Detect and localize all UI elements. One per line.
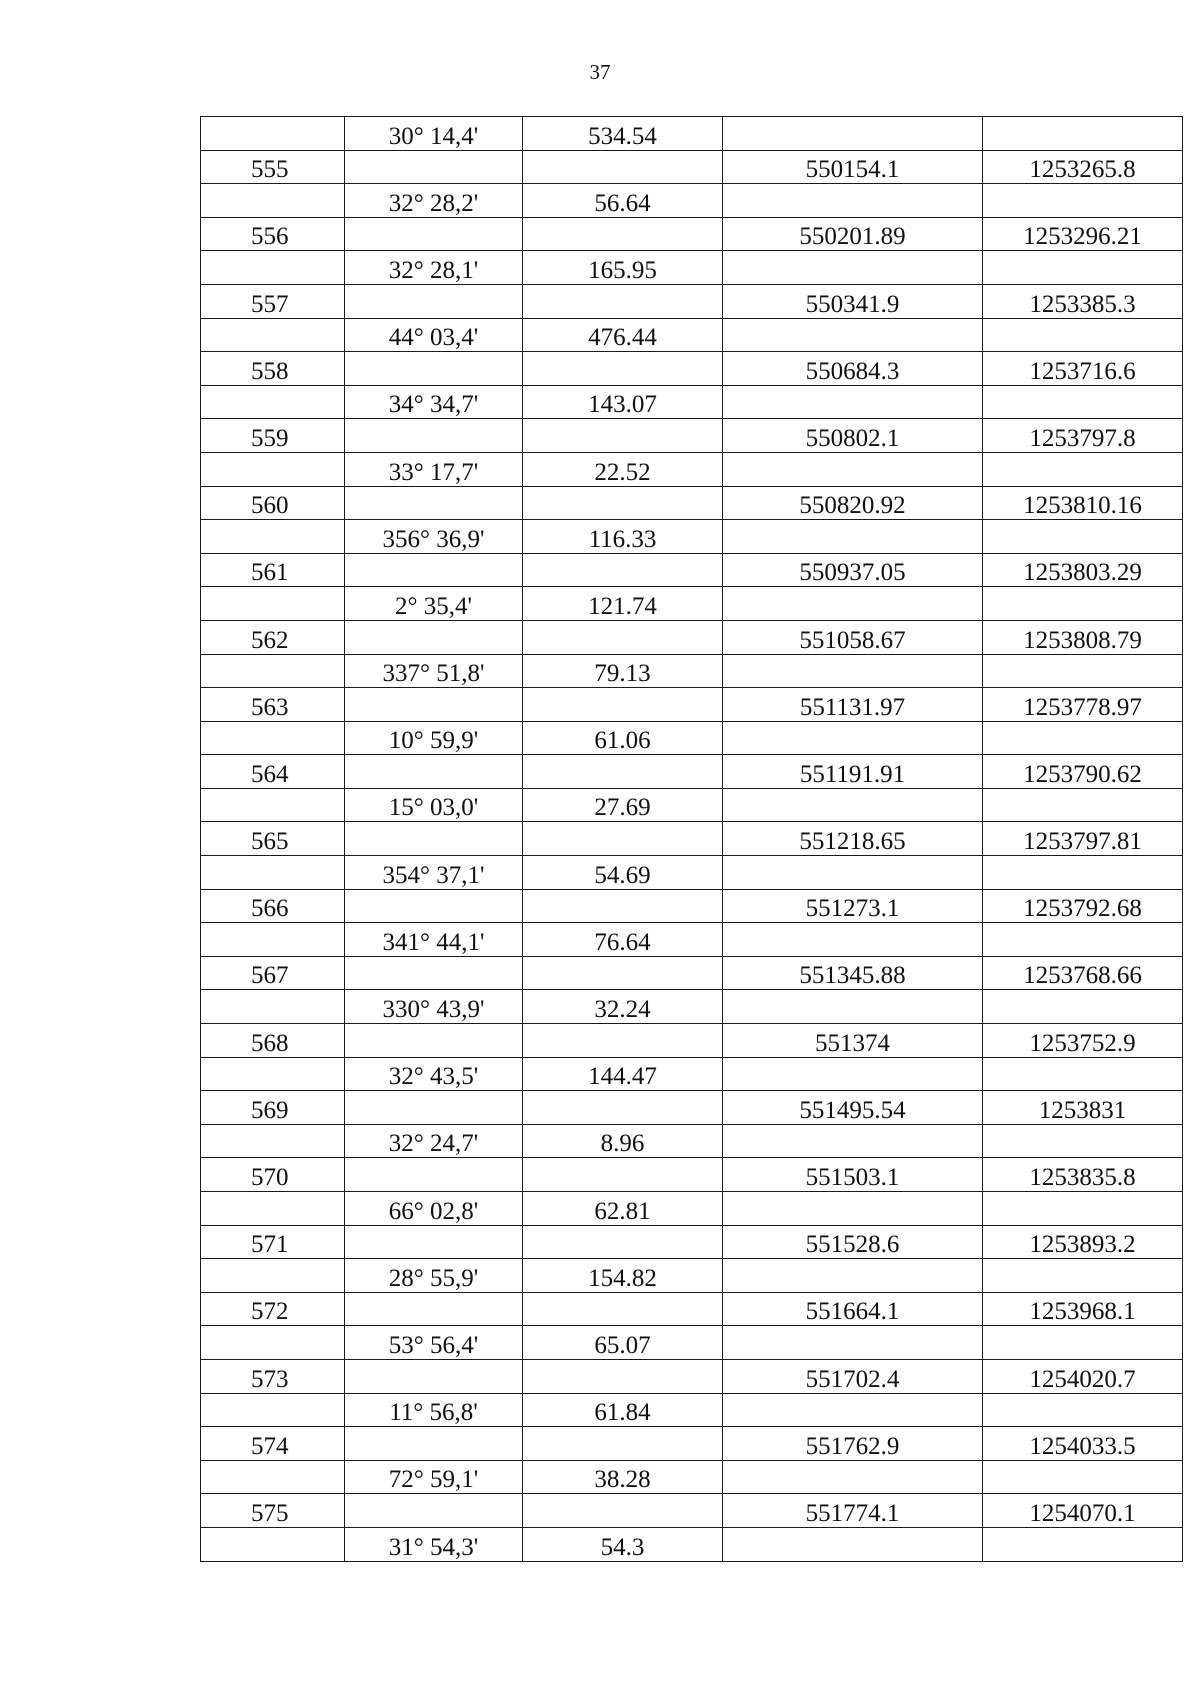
point-number-cell [201,1393,345,1427]
direction-angle-cell [345,1494,523,1528]
point-number-cell: 571 [201,1225,345,1259]
point-number-cell [201,251,345,285]
direction-angle-cell [345,755,523,789]
distance-cell [523,1091,723,1125]
point-row [201,956,1183,990]
x-coordinate-cell [723,587,983,621]
point-row [201,1091,1183,1125]
distance-cell [523,1158,723,1192]
distance-cell [523,486,723,520]
y-coordinate-cell: 1253810.16 [983,486,1183,520]
x-coordinate-cell: 551191.91 [723,755,983,789]
x-coordinate-cell [723,1460,983,1494]
y-coordinate-cell [983,1460,1183,1494]
x-coordinate-cell: 551762.9 [723,1427,983,1461]
point-number-cell [201,452,345,486]
direction-angle-cell: 354° 37,1' [345,856,523,890]
y-coordinate-cell: 1253792.68 [983,889,1183,923]
x-coordinate-cell [723,721,983,755]
x-coordinate-cell: 550201.89 [723,217,983,251]
point-number-cell: 561 [201,553,345,587]
direction-angle-cell [345,688,523,722]
y-coordinate-cell [983,318,1183,352]
y-coordinate-cell [983,385,1183,419]
point-number-cell [201,923,345,957]
x-coordinate-cell [723,251,983,285]
y-coordinate-cell [983,654,1183,688]
segment-row [201,654,1183,688]
page-number: 37 [589,60,611,84]
distance-cell [523,352,723,386]
point-number-cell: 555 [201,150,345,184]
y-coordinate-cell: 1253797.81 [983,822,1183,856]
x-coordinate-cell: 550684.3 [723,352,983,386]
x-coordinate-cell [723,452,983,486]
point-number-cell [201,1326,345,1360]
direction-angle-cell [345,352,523,386]
distance-cell: 56.64 [523,184,723,218]
distance-cell: 8.96 [523,1124,723,1158]
y-coordinate-cell [983,721,1183,755]
distance-cell: 61.06 [523,721,723,755]
point-number-cell: 556 [201,217,345,251]
y-coordinate-cell: 1254020.7 [983,1359,1183,1393]
y-coordinate-cell: 1253265.8 [983,150,1183,184]
y-coordinate-cell: 1253385.3 [983,284,1183,318]
segment-row [201,117,1183,151]
point-row [201,1225,1183,1259]
segment-row [201,385,1183,419]
segment-row [201,184,1183,218]
point-number-cell: 567 [201,956,345,990]
distance-cell: 76.64 [523,923,723,957]
point-number-cell [201,654,345,688]
direction-angle-cell [345,1158,523,1192]
distance-cell: 32.24 [523,990,723,1024]
x-coordinate-cell [723,1259,983,1293]
y-coordinate-cell [983,1326,1183,1360]
segment-row [201,1460,1183,1494]
point-row [201,1494,1183,1528]
direction-angle-cell: 15° 03,0' [345,788,523,822]
segment-row [201,1124,1183,1158]
point-row [201,217,1183,251]
direction-angle-cell: 72° 59,1' [345,1460,523,1494]
distance-cell: 65.07 [523,1326,723,1360]
direction-angle-cell [345,284,523,318]
segment-row [201,1057,1183,1091]
point-number-cell: 557 [201,284,345,318]
x-coordinate-cell: 551273.1 [723,889,983,923]
coordinates-table-body [201,117,1183,1562]
y-coordinate-cell: 1253968.1 [983,1292,1183,1326]
direction-angle-cell: 33° 17,7' [345,452,523,486]
distance-cell [523,1427,723,1461]
point-row [201,822,1183,856]
distance-cell [523,217,723,251]
distance-cell [523,1359,723,1393]
y-coordinate-cell [983,1259,1183,1293]
y-coordinate-cell: 1253778.97 [983,688,1183,722]
distance-cell [523,620,723,654]
direction-angle-cell: 44° 03,4' [345,318,523,352]
x-coordinate-cell: 550802.1 [723,419,983,453]
point-row [201,150,1183,184]
point-row [201,1158,1183,1192]
x-coordinate-cell: 551374 [723,1024,983,1058]
x-coordinate-cell [723,117,983,151]
y-coordinate-cell [983,1124,1183,1158]
x-coordinate-cell [723,318,983,352]
point-number-cell [201,856,345,890]
x-coordinate-cell [723,1124,983,1158]
segment-row [201,251,1183,285]
segment-row [201,721,1183,755]
y-coordinate-cell [983,1057,1183,1091]
x-coordinate-cell: 551058.67 [723,620,983,654]
direction-angle-cell [345,419,523,453]
x-coordinate-cell: 551503.1 [723,1158,983,1192]
direction-angle-cell [345,1091,523,1125]
distance-cell [523,419,723,453]
x-coordinate-cell: 551218.65 [723,822,983,856]
x-coordinate-cell [723,856,983,890]
point-number-cell: 563 [201,688,345,722]
segment-row [201,923,1183,957]
point-number-cell [201,1460,345,1494]
y-coordinate-cell: 1253296.21 [983,217,1183,251]
direction-angle-cell: 337° 51,8' [345,654,523,688]
x-coordinate-cell [723,520,983,554]
point-number-cell [201,1057,345,1091]
point-number-cell: 575 [201,1494,345,1528]
point-number-cell: 562 [201,620,345,654]
direction-angle-cell [345,620,523,654]
y-coordinate-cell: 1253797.8 [983,419,1183,453]
direction-angle-cell: 356° 36,9' [345,520,523,554]
x-coordinate-cell: 551131.97 [723,688,983,722]
x-coordinate-cell: 550341.9 [723,284,983,318]
point-row [201,889,1183,923]
point-number-cell: 568 [201,1024,345,1058]
point-number-cell: 559 [201,419,345,453]
direction-angle-cell [345,822,523,856]
point-number-cell [201,1527,345,1561]
x-coordinate-cell: 551664.1 [723,1292,983,1326]
segment-row [201,587,1183,621]
x-coordinate-cell [723,788,983,822]
x-coordinate-cell: 550154.1 [723,150,983,184]
point-row [201,553,1183,587]
y-coordinate-cell: 1253893.2 [983,1225,1183,1259]
x-coordinate-cell [723,923,983,957]
point-number-cell: 569 [201,1091,345,1125]
point-number-cell [201,520,345,554]
y-coordinate-cell: 1254070.1 [983,1494,1183,1528]
point-row [201,755,1183,789]
y-coordinate-cell: 1253808.79 [983,620,1183,654]
x-coordinate-cell: 551774.1 [723,1494,983,1528]
x-coordinate-cell [723,385,983,419]
direction-angle-cell: 2° 35,4' [345,587,523,621]
y-coordinate-cell [983,788,1183,822]
coordinates-table [200,116,1183,1562]
direction-angle-cell [345,217,523,251]
x-coordinate-cell: 551345.88 [723,956,983,990]
distance-cell [523,755,723,789]
direction-angle-cell: 32° 28,1' [345,251,523,285]
point-row [201,486,1183,520]
distance-cell: 154.82 [523,1259,723,1293]
distance-cell: 476.44 [523,318,723,352]
direction-angle-cell: 28° 55,9' [345,1259,523,1293]
segment-row [201,318,1183,352]
y-coordinate-cell: 1253803.29 [983,553,1183,587]
y-coordinate-cell [983,251,1183,285]
direction-angle-cell: 330° 43,9' [345,990,523,1024]
direction-angle-cell: 34° 34,7' [345,385,523,419]
point-number-cell [201,385,345,419]
point-number-cell: 572 [201,1292,345,1326]
point-number-cell [201,184,345,218]
point-row [201,1427,1183,1461]
point-row [201,352,1183,386]
y-coordinate-cell [983,452,1183,486]
point-number-cell [201,990,345,1024]
direction-angle-cell [345,1225,523,1259]
point-number-cell: 560 [201,486,345,520]
x-coordinate-cell [723,1057,983,1091]
direction-angle-cell [345,1024,523,1058]
distance-cell [523,956,723,990]
direction-angle-cell: 32° 43,5' [345,1057,523,1091]
distance-cell [523,150,723,184]
y-coordinate-cell [983,990,1183,1024]
distance-cell: 27.69 [523,788,723,822]
point-number-cell [201,1124,345,1158]
point-number-cell [201,788,345,822]
distance-cell: 54.3 [523,1527,723,1561]
x-coordinate-cell: 551702.4 [723,1359,983,1393]
y-coordinate-cell [983,1393,1183,1427]
direction-angle-cell: 31° 54,3' [345,1527,523,1561]
direction-angle-cell [345,889,523,923]
direction-angle-cell: 32° 24,7' [345,1124,523,1158]
distance-cell: 54.69 [523,856,723,890]
distance-cell [523,1225,723,1259]
distance-cell: 62.81 [523,1192,723,1226]
segment-row [201,1259,1183,1293]
point-row [201,419,1183,453]
distance-cell: 38.28 [523,1460,723,1494]
y-coordinate-cell [983,1192,1183,1226]
point-number-cell [201,117,345,151]
distance-cell [523,822,723,856]
distance-cell: 144.47 [523,1057,723,1091]
direction-angle-cell [345,150,523,184]
direction-angle-cell: 10° 59,9' [345,721,523,755]
direction-angle-cell: 341° 44,1' [345,923,523,957]
y-coordinate-cell [983,117,1183,151]
distance-cell [523,688,723,722]
x-coordinate-cell [723,184,983,218]
segment-row [201,990,1183,1024]
x-coordinate-cell: 550937.05 [723,553,983,587]
point-number-cell [201,1259,345,1293]
y-coordinate-cell: 1254033.5 [983,1427,1183,1461]
point-number-cell: 566 [201,889,345,923]
y-coordinate-cell: 1253831 [983,1091,1183,1125]
y-coordinate-cell: 1253768.66 [983,956,1183,990]
x-coordinate-cell [723,654,983,688]
point-number-cell: 564 [201,755,345,789]
segment-row [201,1326,1183,1360]
distance-cell [523,1024,723,1058]
distance-cell: 121.74 [523,587,723,621]
direction-angle-cell: 30° 14,4' [345,117,523,151]
point-number-cell [201,587,345,621]
y-coordinate-cell [983,856,1183,890]
direction-angle-cell: 32° 28,2' [345,184,523,218]
y-coordinate-cell: 1253752.9 [983,1024,1183,1058]
point-number-cell: 574 [201,1427,345,1461]
direction-angle-cell: 53° 56,4' [345,1326,523,1360]
point-number-cell: 558 [201,352,345,386]
y-coordinate-cell: 1253716.6 [983,352,1183,386]
point-number-cell [201,1192,345,1226]
point-number-cell: 573 [201,1359,345,1393]
distance-cell [523,284,723,318]
y-coordinate-cell [983,520,1183,554]
distance-cell [523,1494,723,1528]
segment-row [201,1527,1183,1561]
y-coordinate-cell: 1253835.8 [983,1158,1183,1192]
point-row [201,1292,1183,1326]
segment-row [201,1192,1183,1226]
segment-row [201,520,1183,554]
y-coordinate-cell [983,184,1183,218]
direction-angle-cell [345,1427,523,1461]
distance-cell: 79.13 [523,654,723,688]
direction-angle-cell [345,553,523,587]
y-coordinate-cell [983,587,1183,621]
x-coordinate-cell [723,1192,983,1226]
distance-cell [523,889,723,923]
x-coordinate-cell [723,1326,983,1360]
x-coordinate-cell: 550820.92 [723,486,983,520]
distance-cell: 143.07 [523,385,723,419]
distance-cell: 165.95 [523,251,723,285]
segment-row [201,452,1183,486]
direction-angle-cell [345,956,523,990]
distance-cell: 22.52 [523,452,723,486]
segment-row [201,1393,1183,1427]
point-row [201,1359,1183,1393]
distance-cell: 61.84 [523,1393,723,1427]
x-coordinate-cell [723,1393,983,1427]
distance-cell [523,1292,723,1326]
distance-cell: 116.33 [523,520,723,554]
y-coordinate-cell [983,1527,1183,1561]
x-coordinate-cell [723,990,983,1024]
point-row [201,620,1183,654]
y-coordinate-cell [983,923,1183,957]
direction-angle-cell [345,1359,523,1393]
point-row [201,688,1183,722]
point-row [201,284,1183,318]
segment-row [201,856,1183,890]
segment-row [201,788,1183,822]
direction-angle-cell [345,486,523,520]
point-number-cell: 565 [201,822,345,856]
x-coordinate-cell [723,1527,983,1561]
distance-cell: 534.54 [523,117,723,151]
point-number-cell [201,721,345,755]
y-coordinate-cell: 1253790.62 [983,755,1183,789]
x-coordinate-cell: 551528.6 [723,1225,983,1259]
direction-angle-cell [345,1292,523,1326]
point-row [201,1024,1183,1058]
point-number-cell: 570 [201,1158,345,1192]
point-number-cell [201,318,345,352]
direction-angle-cell: 11° 56,8' [345,1393,523,1427]
distance-cell [523,553,723,587]
direction-angle-cell: 66° 02,8' [345,1192,523,1226]
x-coordinate-cell: 551495.54 [723,1091,983,1125]
